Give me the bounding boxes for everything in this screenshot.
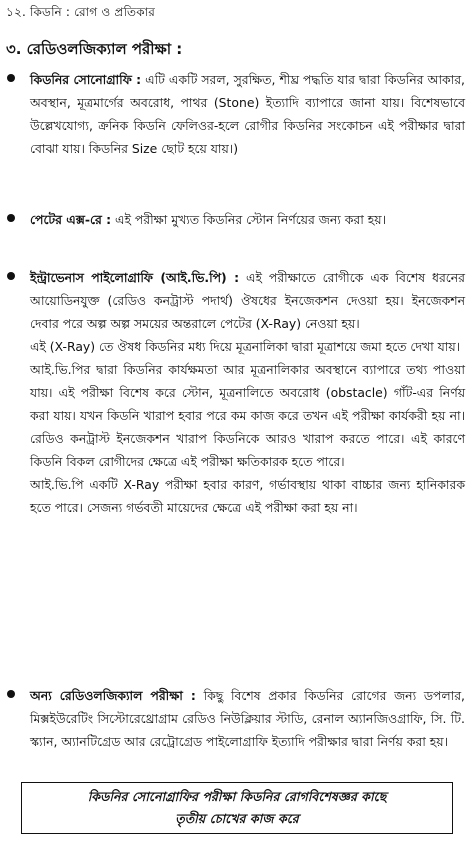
item-term: পেটের এক্স-রে : (30, 212, 112, 227)
item-text: কিছু বিশেষ প্রকার কিডনির রোগের জন্য ডপলার, মিক্সইউরেটিং সিস্টোরেথ্রোগ্রাম রেডিও নিউক্লিয়ার স্টাডি, রেনাল অ্যানজিওগ্রাফি, সি. টি. স্ক্যান, অ্যানটিগ্রেড আর রেট্রোগ্রেড পাইলোগ্রাফি ইত্যাদি পরীক্ষার দ্বারা নির্ণয় করা হয়। (30, 688, 465, 749)
item-paragraph (30, 208, 465, 231)
item-term: অন্য রেডিওলজিক্যাল পরীক্ষা : (30, 688, 196, 703)
callout-line-2: তৃতীয় চোখের কাজ করে (175, 811, 299, 826)
bullet-item-sonography (30, 68, 465, 160)
item-text: এই পরীক্ষাতে রোগীকে এক বিশেষ ধরনের আয়োডিনযুক্ত (রেডিও কনট্রাস্ট পদার্থ) ঔষধের ইনজেকশন দেওয়া হয়। ইনজেকশন দেবার পরে অল্প অল্প সময়ের অন্তরালে পেটের (X-Ray) নেওয়া হয়। (30, 270, 465, 331)
section-heading: ৩. রেডিওলজিক্যাল পরীক্ষা : (6, 40, 183, 58)
bullet-icon (7, 74, 15, 82)
item-paragraph: আই.ভি.পি একটি X-Ray পরীক্ষা হবার কারণ, গর্ভাবস্থায় থাকা বাচ্চার জন্য হানিকারক হতে পারে। সেজন্য গর্ভবতী মায়েদের ক্ষেত্রে এই পরীক্ষা করা হয় না। (30, 477, 465, 515)
item-paragraph (30, 68, 465, 160)
bullet-item-ivp (30, 266, 465, 519)
item-text: এটি একটি সরল, সুরক্ষিত, শীঘ্র পদ্ধতি যার দ্বারা কিডনির আকার, অবস্থান, মূত্রমার্গের অবরোধ, পাথর (Stone) ইত্যাদি ব্যাপারে জানা যায়। বিশেষভাবে উল্লেখযোগ্য, ক্রনিক কিডনি ফেলিওর-হলে রোগীর কিডনির সংকোচন এই পরীক্ষার দ্বারা বোঝা যায়। কিডনির Size ছোট হয়ে যায়।) (30, 72, 465, 156)
item-paragraph: আই.ভি.পির দ্বারা কিডনির কার্যক্ষমতা আর মূত্রনালিকার অবস্থানে ব্যাপারে তথ্য পাওয়া যায়। এই পরীক্ষা বিশেষ করে স্টোন, মূত্রনালিতে অবরোধ (obstacle) গাঁট-এর নির্ণয় করা যায়। যখন কিডনি খারাপ হবার পরে কম কাজ করে তখন এই পরীক্ষা কার্যকরী হয় না। রেডিও কনট্রাস্ট ইনজেকশন খারাপ কিডনিকে আরও খারাপ করতে পারে। এই কারণে কিডনি বিকল রোগীদের ক্ষেত্রে এই পরীক্ষা ক্ষতিকারক হতে পারে। (30, 362, 465, 469)
bullet-item-other-radiology (30, 684, 465, 753)
item-term: কিডনির সোনোগ্রাফি : (30, 72, 142, 87)
running-header: ১২. কিডনি : রোগ ও প্রতিকার (6, 5, 156, 19)
item-paragraph: এই (X-Ray) তে ঔষধ কিডনির মধ্য দিয়ে মূত্রনালিকা দ্বারা মূত্রাশয়ে জমা হতে দেখা যায়। (30, 339, 461, 354)
item-paragraph (30, 266, 465, 335)
bullet-item-abdominal-xray (30, 208, 465, 231)
item-paragraph (30, 684, 465, 753)
callout-line-1: কিডনির সোনোগ্রাফির পরীক্ষা কিডনির রোগবিশেষজ্ঞর কাছে (87, 789, 387, 804)
item-text: এই পরীক্ষা মুখ্যত কিডনির স্টোন নির্ণয়ের জন্য করা হয়। (115, 212, 387, 227)
callout-box (21, 782, 453, 834)
bullet-icon (7, 272, 15, 280)
bullet-icon (7, 690, 15, 698)
bullet-icon (7, 214, 15, 222)
item-term: ইন্ট্রাভেনাস পাইলোগ্রাফি (আই.ভি.পি) : (30, 270, 240, 285)
